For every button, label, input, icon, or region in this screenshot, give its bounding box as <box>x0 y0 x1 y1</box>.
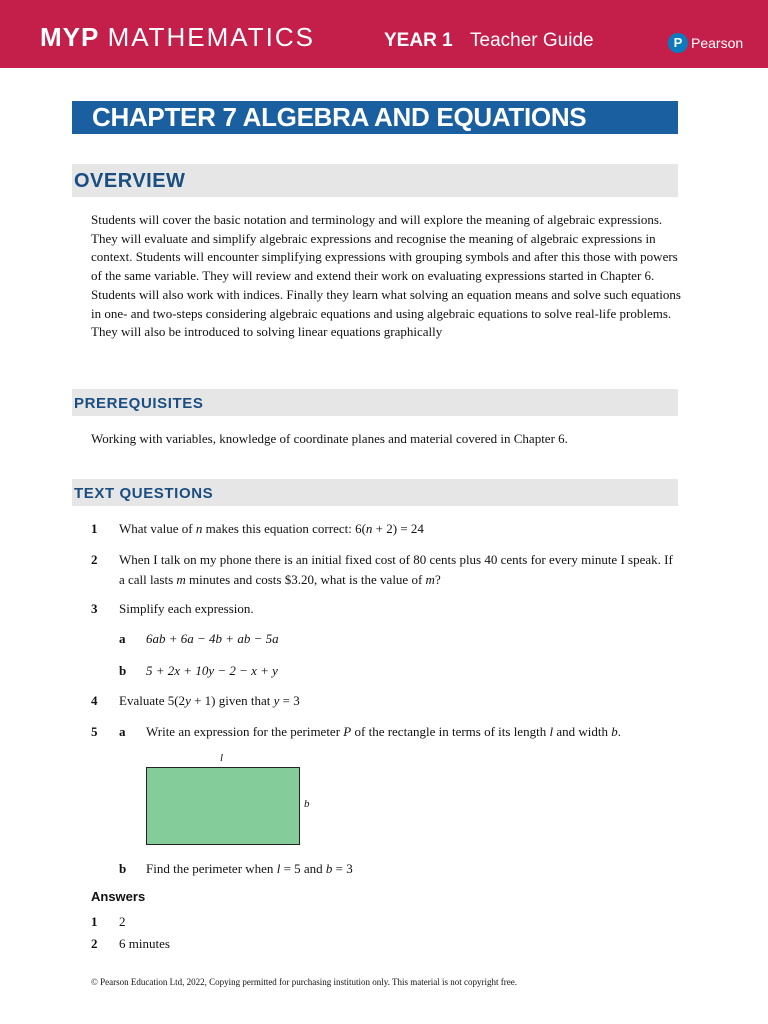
page-header <box>0 0 768 68</box>
copyright-footer: © Pearson Education Ltd, 2022, Copying permitted for purchasing institution only. This material is not copyright free. <box>91 977 518 987</box>
answer-text: 2 <box>119 914 126 929</box>
year-label: YEAR 1 <box>384 30 453 51</box>
text-questions-heading: TEXT QUESTIONS <box>74 485 214 502</box>
chapter-title: CHAPTER 7 ALGEBRA AND EQUATIONS <box>92 102 587 132</box>
brand-light: MATHEMATICS <box>107 22 315 52</box>
overview-heading: OVERVIEW <box>74 170 186 192</box>
prerequisites-heading: PREREQUISITES <box>74 395 204 412</box>
question-number: 1 <box>91 521 98 536</box>
question-number: 5 <box>91 724 98 739</box>
question-5a-text: Write an expression for the perimeter P of the rectangle in terms of its length l and width b. <box>146 724 621 739</box>
question-3a-expression: 6ab + 6a − 4b + ab − 5a <box>146 631 279 646</box>
rectangle-length-label: l <box>220 752 224 764</box>
prerequisites-text: Working with variables, knowledge of coordinate planes and material covered in Chapter 6. <box>91 431 568 446</box>
publisher-name: Pearson <box>691 35 744 51</box>
question-number: 4 <box>91 693 98 708</box>
question-1-text: What value of n makes this equation correct: 6(n + 2) = 24 <box>119 521 424 536</box>
series-brand <box>40 24 315 50</box>
answer-number: 1 <box>91 914 98 929</box>
subpart-letter: b <box>119 663 127 678</box>
subpart-letter: a <box>119 724 126 739</box>
overview-text: Students will cover the basic notation and terminology and will explore the meaning of algebraic expressions. They will evaluate and simplify algebraic expressions and recognise the meaning of algebraic expressions in context. Students will encounter simplifying expressions with grouping symbols and after this those with powers of the same variable. They will review and extend their work on evaluating expressions started in Chapter 6. Students will also work with indices. Finally they learn what solving an equation means and solve such equations in one- and two-steps considering algebraic equations and using algebraic equations to solve real-life problems. They will also be introduced to solving linear equations graphically <box>91 212 681 340</box>
overview-heading-bar <box>72 164 678 197</box>
question-2-text: When I talk on my phone there is an initial fixed cost of 80 cents plus 40 cents for every minute I speak. If a call lasts m minutes and costs $3.20, what is the value of m? <box>119 552 673 587</box>
subpart-letter: a <box>119 631 126 646</box>
question-3-text: Simplify each expression. <box>119 601 254 616</box>
rectangle-diagram <box>146 767 300 845</box>
prerequisites-heading-bar <box>72 389 678 416</box>
publisher-logo <box>668 33 743 53</box>
answer-text: 6 minutes <box>119 936 170 951</box>
brand-bold: MYP <box>40 22 100 52</box>
chapter-title-bar <box>72 101 678 134</box>
question-4-text: Evaluate 5(2y + 1) given that y = 3 <box>119 693 300 708</box>
question-number: 3 <box>91 601 98 616</box>
pearson-icon: P <box>668 33 688 53</box>
subpart-letter: b <box>119 861 127 876</box>
question-number: 2 <box>91 552 98 567</box>
question-3b-expression: 5 + 2x + 10y − 2 − x + y <box>146 663 278 678</box>
answers-heading: Answers <box>91 889 146 904</box>
question-5b-text: Find the perimeter when l = 5 and b = 3 <box>146 861 353 876</box>
guide-label: Teacher Guide <box>470 30 594 51</box>
text-questions-heading-bar <box>72 479 678 506</box>
rectangle-width-label: b <box>304 798 310 810</box>
answer-number: 2 <box>91 936 98 951</box>
